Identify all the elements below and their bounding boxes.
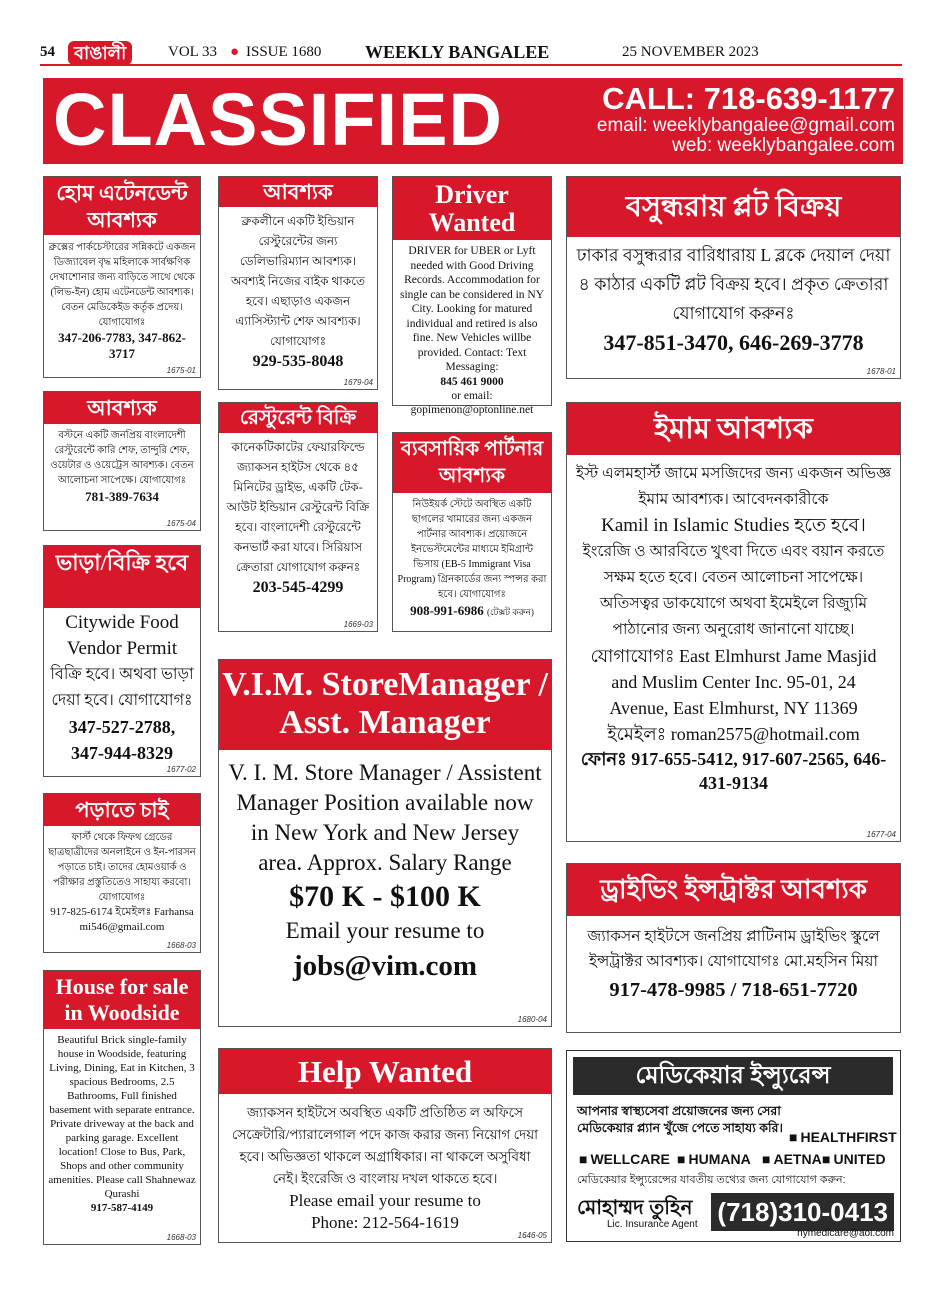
ad-kamil: Kamil in Islamic Studies হতে হবে। xyxy=(601,515,866,536)
ad-note: (টেক্সট করুন) xyxy=(487,607,534,617)
ad-body: বস্টনে একটি জনপ্রিয় বাংলাদেশী রেস্টুরেন্টে কারি শেফ, তান্দুরি শেফ, ওয়েটার ও ওয়েট্রেস আবশ্যক। বেতন আলোচনা সাপেক্ষে। যোগাযোগঃ xyxy=(50,430,194,486)
issue-date: 25 NOVEMBER 2023 xyxy=(622,44,759,60)
ad-title: বসুন্ধরায় প্লট বিক্রয় xyxy=(567,177,900,237)
ad-phone: 781-389-7634 xyxy=(85,489,159,504)
ad-vim-manager xyxy=(218,659,552,1027)
ad-email-line: Email your resume to xyxy=(285,918,485,943)
ad-title: ড্রাইভিং ইন্সট্রাক্টর আবশ্যক xyxy=(567,864,900,916)
ad-title: মেডিকেয়ার ইন্স্যুরেন্স xyxy=(573,1057,893,1095)
ad-body-english: Citywide Food Vendor Permit xyxy=(65,612,179,659)
ad-tutor xyxy=(43,793,201,953)
plan-wellcare: ■ WELLCARE xyxy=(579,1151,670,1167)
ad-email: nymedicare@aol.com xyxy=(797,1228,894,1239)
volume: VOL 33 xyxy=(168,44,218,60)
ad-title: ইমাম আবশ্যক xyxy=(567,403,900,455)
plan-aetna: ■ AETNA xyxy=(762,1151,822,1167)
agent-name: মোহাম্মদ তুহিন xyxy=(577,1197,693,1219)
ad-medicare xyxy=(566,1050,901,1242)
ad-title: Driver Wanted xyxy=(393,177,551,240)
ad-body: ফার্স্ট থেকে ফিফথ গ্রেডের ছাত্রছাত্রীদের অনলাইনে ও ইন-পারসন পড়াতে চাই। তাদের হোমওয়ার্ক ও পরীক্ষার প্রস্তুতিতেও সাহায্য করবো। যোগাযোগঃ xyxy=(48,832,196,903)
ad-title: House for sale in Woodside xyxy=(44,971,200,1029)
ad-contact: যোগাযোগঃ East Elmhurst Jame Masjid and Muslim Center Inc. 95-01, 24 Avenue, East Elmhurst, NY 11369 xyxy=(590,646,877,718)
header-web: web: weeklybangalee.com xyxy=(672,135,895,156)
ad-code: 1679-04 xyxy=(343,378,373,387)
ad-code: 1669-03 xyxy=(343,620,373,629)
paper-logo: বাঙালী xyxy=(68,41,132,65)
ad-code: 1668-03 xyxy=(166,941,196,950)
page-title: CLASSIFIED xyxy=(53,78,503,161)
agent-title: Lic. Insurance Agent xyxy=(607,1219,698,1230)
ad-title: ভাড়া/বিক্রি হবে xyxy=(44,546,200,608)
page-number: 54 xyxy=(40,44,55,60)
ad-plot-sale xyxy=(566,176,901,379)
ad-body: ব্রুক্সের পার্কচেস্টারের সন্নিকটে একজন ডিজ্যাবেল বৃদ্ধ মহিলাকে সার্বক্ষণিক দেখাশোনার জন্য বাড়িতে সাথে থেকে (লিভ-ইন) হোম এটেনডেন্ট আবশ্যক। বেতন মেডিকেইড কর্তৃক প্রদেয়। যোগাযোগঃ xyxy=(48,242,196,328)
ad-title: রেস্টুরেন্ট বিক্রি xyxy=(219,403,377,433)
ad-phone: 917-478-9985 / 718-651-7720 xyxy=(609,979,858,1001)
ad-phone: 347-206-7783, 347-862-3717 xyxy=(58,330,186,361)
ad-body: ঢাকার বসুন্ধরার বারিধারায় L ব্লকে দেয়াল দেয়া ৪ কাঠার একটি প্লট বিক্রয় হবে। প্রকৃত ক্রেতারা যোগাযোগ করুনঃ xyxy=(576,245,891,323)
plan-united: ■ UNITED xyxy=(822,1151,886,1167)
ad-body: জ্যাকসন হাইটসে জনপ্রিয় প্লাটিনাম ড্রাইভিং স্কুলে ইন্সট্রাক্টর আবশ্যক। যোগাযোগঃ মো.মহসিন মিয়া xyxy=(587,928,880,970)
ad-body: DRIVER for UBER or Lyft needed with Good Driving Records. Accommodation for single can be considered in NY City. Looking for matured individual and retired is also fine. New Vehicles willbe provided. Contact: Text Messaging: xyxy=(399,245,545,373)
ad-code: 1675-01 xyxy=(166,366,196,375)
ad-body2: ইংরেজি ও আরবিতে খুৎবা দিতে এবং বয়ান করতে সক্ষম হতে হবে। বেতন আলোচনা সাপেক্ষে। অতিসত্বর ডাকযোগে অথবা ইমেইলে রিজ্যুমি পাঠানোর জন্য অনুরোধ জানানো যাচ্ছে। xyxy=(582,543,885,638)
ad-body: V. I. M. Store Manager / Assistent Manager Position available now in New York and New Jersey area. Approx. Salary Range xyxy=(228,760,542,875)
ad-phone: (718)310-0413 xyxy=(711,1193,894,1231)
ad-phone: 347-851-3470, 646-269-3778 xyxy=(603,330,864,355)
ad-title: V.I.M. StoreManager / Asst. Manager xyxy=(219,660,551,750)
ad-title: আবশ্যক xyxy=(44,392,200,424)
ad-code: 1677-02 xyxy=(166,765,196,774)
ad-restaurant-sale xyxy=(218,402,378,632)
ad-phone: 929-535-8048 xyxy=(252,353,344,370)
plan-humana: ■ HUMANA xyxy=(677,1151,751,1167)
ad-email: ইমেইলঃ roman2575@hotmail.com xyxy=(607,724,860,744)
ad-needed-boston xyxy=(43,391,201,531)
ad-brooklyn-delivery xyxy=(218,176,378,390)
classified-header xyxy=(43,78,903,164)
ad-code: 1678-01 xyxy=(866,367,896,376)
header-email: email: weeklybangalee@gmail.com xyxy=(596,115,895,136)
ad-title: আবশ্যক xyxy=(219,177,377,207)
ad-driver-wanted xyxy=(392,176,552,416)
ad-body: ইস্ট এলমহার্স্ট জামে মসজিদের জন্য একজন অভিজ্ঞ ইমাম আবশ্যক। আবেদনকারীকে xyxy=(576,465,891,508)
ad-line2: Please email your resume to xyxy=(289,1191,481,1210)
issue: ISSUE 1680 xyxy=(246,44,322,60)
ad-email: jobs@vim.com xyxy=(292,950,478,982)
ad-salary: $70 K - $100 K xyxy=(289,880,481,913)
ad-line1: আপনার স্বাস্থ্যসেবা প্রয়োজনের জন্য সেরা মেডিকেয়ার প্ল্যান খুঁজে পেতে সাহায্য করি। xyxy=(577,1104,783,1135)
ad-home-attendant xyxy=(43,176,201,378)
ad-title: Help Wanted xyxy=(219,1049,551,1094)
call-number: CALL: 718-639-1177 xyxy=(602,81,895,116)
ad-code: 1675-04 xyxy=(166,519,196,528)
ad-phone: 203-545-4299 xyxy=(252,579,344,596)
ad-code: 1668-03 xyxy=(166,1233,196,1242)
ad-body: ব্রুকলীনে একটি ইন্ডিয়ান রেস্টুরেন্টের জন্য ডেলিভারিম্যান আবশ্যক। অবশ্যই নিজের বাইক থাকতে হবে। এছাড়াও একজন এ্যাসিস্ট্যান্ট শেফ আবশ্যক। যোগাযোগঃ xyxy=(231,214,365,348)
plan-healthfirst: ■ HEALTHFIRST xyxy=(789,1129,897,1145)
separator-dot-icon: ● xyxy=(230,44,240,60)
ad-title: হোম এটেনডেন্ট আবশ্যক xyxy=(44,177,200,235)
ad-business-partner xyxy=(392,432,552,632)
ad-body: নিউইয়র্ক স্টেটে অবস্থিত একটি ছাগলের খামারের জন্য একজন পার্টনার আবশ্যক। প্রয়োজনে ইনভেস্টমেন্টের মাধ্যমে ইমিগ্রান্ট ভিসায় (EB-5 Immigrant Visa Program) গ্রিনকার্ডের জন্য স্পন্সর করা হবে। যোগাযোগঃ xyxy=(397,499,547,600)
ad-rent-sale xyxy=(43,545,201,777)
ad-imam-needed xyxy=(566,402,901,842)
ad-title: ব্যবসায়িক পার্টনার আবশ্যক xyxy=(393,433,551,493)
ad-code: 1677-04 xyxy=(866,830,896,839)
ad-house-woodside xyxy=(43,970,201,1245)
ad-body: জ্যাকসন হাইটসে অবস্থিত একটি প্রতিষ্ঠিত ল অফিসে সেক্রেটারি/প্যারালেগাল পদে কাজ করার জন্য নিয়োগ দেয়া হবে। অভিজ্ঞতা থাকলে অগ্রাধিকার। না থাকলে অসুবিধা নেই। ইংরেজি ও বাংলায় দখল থাকতে হবে। xyxy=(231,1105,539,1186)
ad-driving-instructor xyxy=(566,863,901,1033)
ad-phone: 917-587-4149 xyxy=(90,1202,154,1214)
masthead xyxy=(40,40,902,66)
ad-contact: 917-825-6174 ইমেইলঃ Farhansami546@gmail.com xyxy=(50,906,194,933)
ad-code: 1646-05 xyxy=(517,1231,547,1240)
ad-help-wanted xyxy=(218,1048,552,1243)
ad-body: কানেকটিকাটের ফেয়ারফিল্ডে জ্যাকসন হাইটস থেকে ৪৫ মিনিটের ড্রাইভ, একটি টেক-আউট ইন্ডিয়ান রেস্টুরেন্ট বিক্রি হবে। বাংলাদেশী রেস্টুরেন্টে কনভার্ট করা যাবে। সিরিয়াস ক্রেতারা যোগাযোগ করুনঃ xyxy=(226,440,370,574)
ad-email: or email: gopimenon@optonline.net xyxy=(410,389,534,416)
paper-name: WEEKLY BANGALEE xyxy=(365,42,550,62)
ad-code: 1680-04 xyxy=(517,1015,547,1024)
ad-phone: 845 461 9000 xyxy=(440,375,504,388)
ad-phone: 347-527-2788, 347-944-8329 xyxy=(68,717,176,763)
ad-line2: মেডিকেয়ার ইন্স্যুরেন্সের যাবতীয় তথ্যের জন্য যোগাযোগ করুন: xyxy=(577,1174,846,1186)
ad-phone: ফোনঃ 917-655-5412, 917-607-2565, 646-431-9134 xyxy=(580,749,887,793)
ad-title: পড়াতে চাই xyxy=(44,794,200,826)
ad-body: Beautiful Brick single-family house in Woodside, featuring Living, Dining, Eat in Kitchen, 3 spacious Bedrooms, 2.5 Bathrooms, Full finished basement with separate entrance. Private driveway at the back and parking garage. Excellent location! Close to Bus, Park, Shops and other community amenities. Please call Shahnewaz Qurashi xyxy=(48,1034,196,1200)
ad-phone: Phone: 212-564-1619 xyxy=(311,1213,459,1232)
ad-body: বিক্রি হবে। অথবা ভাড়া দেয়া হবে। যোগাযোগঃ xyxy=(50,666,194,709)
ad-phone: 908-991-6986 xyxy=(410,603,484,618)
